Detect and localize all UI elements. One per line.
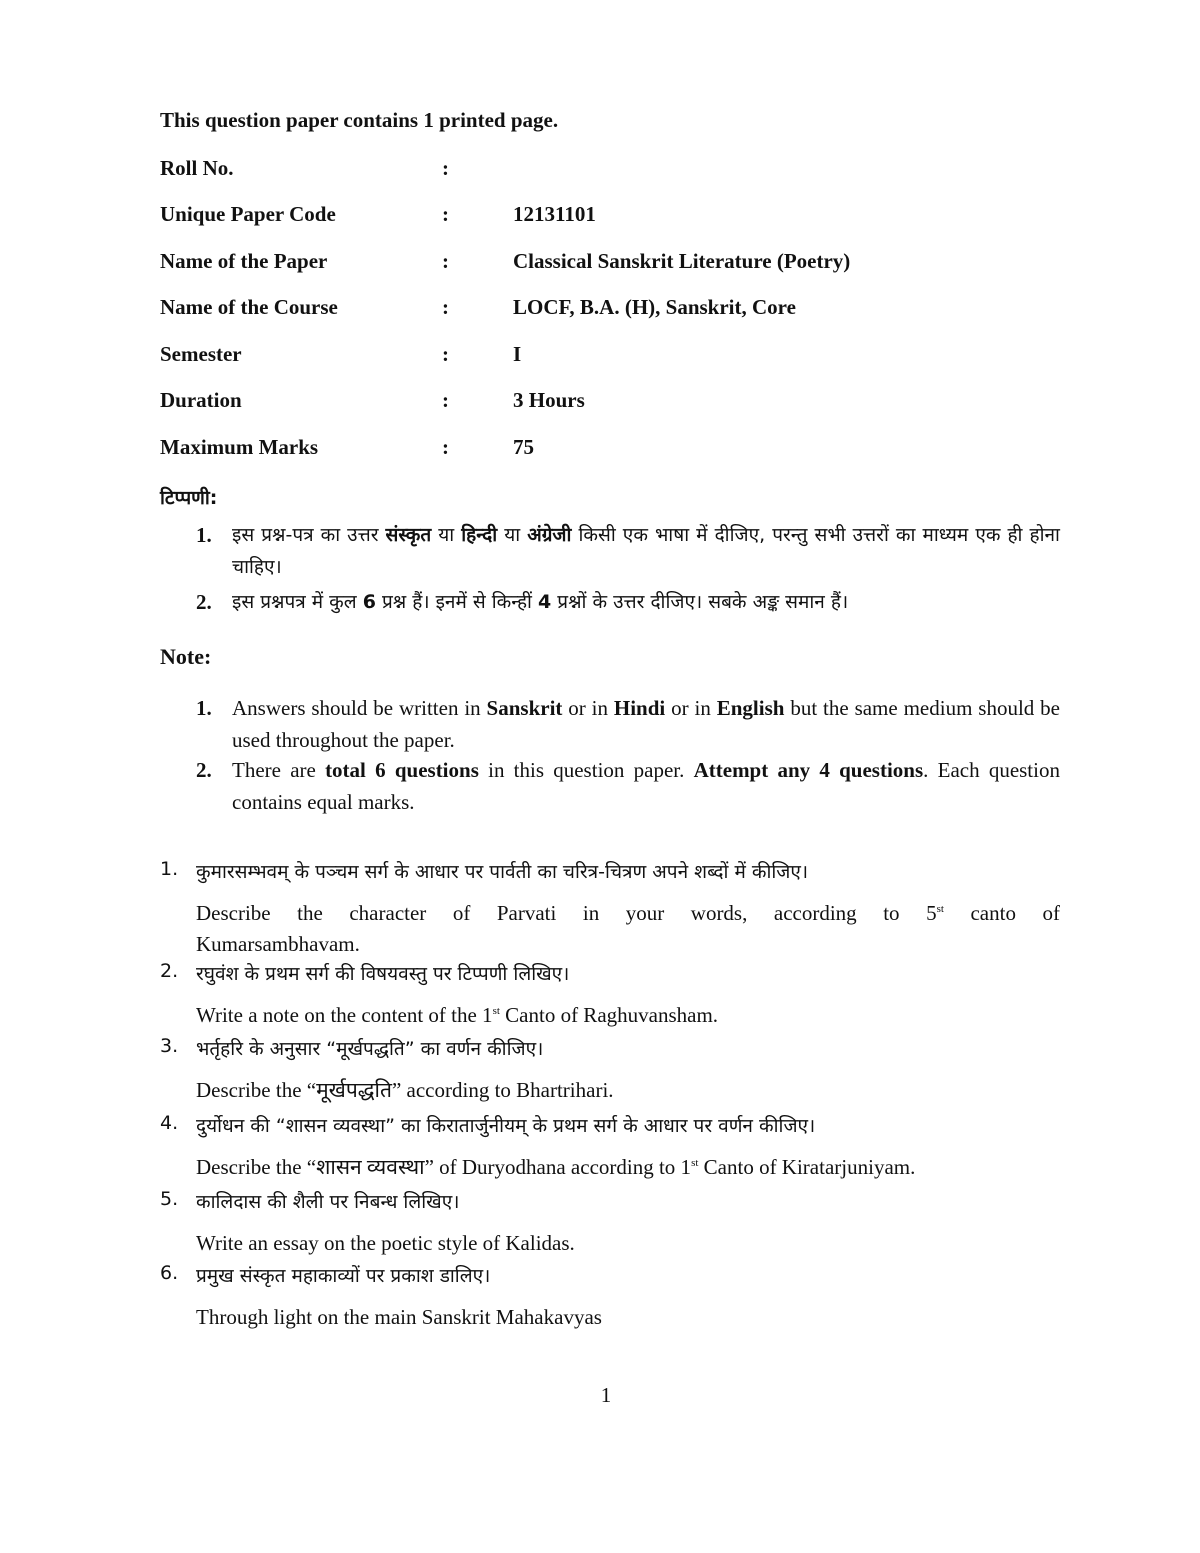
info-value: 75 xyxy=(513,435,534,459)
info-label: Semester xyxy=(160,342,242,366)
question-5 xyxy=(160,1188,1060,1258)
question-hindi: कुमारसम्भवम् के पञ्चम सर्ग के आधार पर पार्वती का चरित्र-चित्रण अपने शब्दों में कीजिए। xyxy=(196,861,809,883)
info-row-duration xyxy=(160,388,1060,416)
page-count-line: This question paper contains 1 printed page. xyxy=(160,108,559,132)
question-number: 1. xyxy=(160,858,179,880)
info-colon: : xyxy=(442,295,449,319)
instruction-text: इस प्रश्नपत्र में कुल 6 प्रश्न हैं। इनमें से किन्हीं 4 प्रश्नों के उत्तर दीजिए। सबके अङ्क समान हैं। xyxy=(232,591,849,613)
info-label: Name of the Paper xyxy=(160,249,328,273)
info-label: Duration xyxy=(160,388,242,412)
question-1 xyxy=(160,858,1060,958)
question-number: 2. xyxy=(160,960,179,982)
info-row-paper-name xyxy=(160,249,1060,277)
info-row-max-marks xyxy=(160,435,1060,463)
info-colon: : xyxy=(442,342,449,366)
instruction-number: 1. xyxy=(196,696,212,720)
info-row-course-name xyxy=(160,295,1060,323)
info-colon: : xyxy=(442,388,449,412)
info-value: 3 Hours xyxy=(513,388,585,412)
info-colon: : xyxy=(442,202,449,226)
info-label: Unique Paper Code xyxy=(160,202,336,226)
info-colon: : xyxy=(442,156,449,180)
question-3 xyxy=(160,1035,1060,1105)
question-hindi: रघुवंश के प्रथम सर्ग की विषयवस्तु पर टिप्पणी लिखिए। xyxy=(196,963,570,985)
question-english: Through light on the main Sanskrit Mahakavyas xyxy=(196,1305,602,1329)
info-colon: : xyxy=(442,435,449,459)
info-row-semester xyxy=(160,342,1060,370)
info-label: Maximum Marks xyxy=(160,435,319,459)
info-value: LOCF, B.A. (H), Sanskrit, Core xyxy=(513,295,796,319)
question-english: Describe the “शासन व्यवस्था” of Duryodhana according to 1st Canto of Kiratarjuniyam. xyxy=(196,1155,916,1179)
question-english: Write a note on the content of the 1st Canto of Raghuvansham. xyxy=(196,1003,719,1027)
question-4 xyxy=(160,1112,1060,1182)
question-hindi: भर्तृहरि के अनुसार “मूर्खपद्धति” का वर्णन कीजिए। xyxy=(196,1038,544,1060)
instruction-number: 2. xyxy=(196,758,212,782)
instruction-text: There are total 6 questions in this question paper. Attempt any 4 questions. Each question contains equal marks. xyxy=(232,758,1060,814)
instruction-number: 1. xyxy=(196,523,212,547)
instruction-text: इस प्रश्न-पत्र का उत्तर संस्कृत या हिन्दी या अंग्रेजी किसी एक भाषा में दीजिए, परन्तु सभी उत्तरों का माध्यम एक ही होना चाहिए। xyxy=(232,524,1060,578)
hindi-note-title: टिप्पणी: xyxy=(160,487,218,509)
question-number: 3. xyxy=(160,1035,179,1057)
info-value: Classical Sanskrit Literature (Poetry) xyxy=(513,249,851,273)
page-number: 1 xyxy=(600,1383,612,1407)
instruction-number: 2. xyxy=(196,590,212,614)
info-value: 12131101 xyxy=(513,202,596,226)
instruction-text: Answers should be written in Sanskrit or in Hindi or in English but the same medium should be used throughout the paper. xyxy=(232,696,1061,752)
info-row-paper-code xyxy=(160,202,1060,230)
question-6 xyxy=(160,1262,1060,1332)
info-colon: : xyxy=(442,249,449,273)
question-english: Describe the “मूर्खपद्धति” according to Bhartrihari. xyxy=(196,1078,614,1102)
question-hindi: प्रमुख संस्कृत महाकाव्यों पर प्रकाश डालिए। xyxy=(196,1265,491,1287)
question-number: 4. xyxy=(160,1112,179,1134)
question-hindi: दुर्योधन की “शासन व्यवस्था” का किरातार्जुनीयम् के प्रथम सर्ग के आधार पर वर्णन कीजिए। xyxy=(196,1115,816,1137)
info-value: I xyxy=(513,342,522,366)
question-english: Describe the character of Parvati in your words, according to 5st canto of Kumarsambhavam. xyxy=(196,901,1060,956)
english-note-title: Note: xyxy=(160,644,212,669)
info-row-roll-no xyxy=(160,156,1060,184)
question-number: 6. xyxy=(160,1262,179,1284)
question-english: Write an essay on the poetic style of Kalidas. xyxy=(196,1231,575,1255)
question-2 xyxy=(160,960,1060,1030)
question-number: 5. xyxy=(160,1188,179,1210)
info-label: Roll No. xyxy=(160,156,234,180)
info-label: Name of the Course xyxy=(160,295,338,319)
question-hindi: कालिदास की शैली पर निबन्ध लिखिए। xyxy=(196,1191,460,1213)
